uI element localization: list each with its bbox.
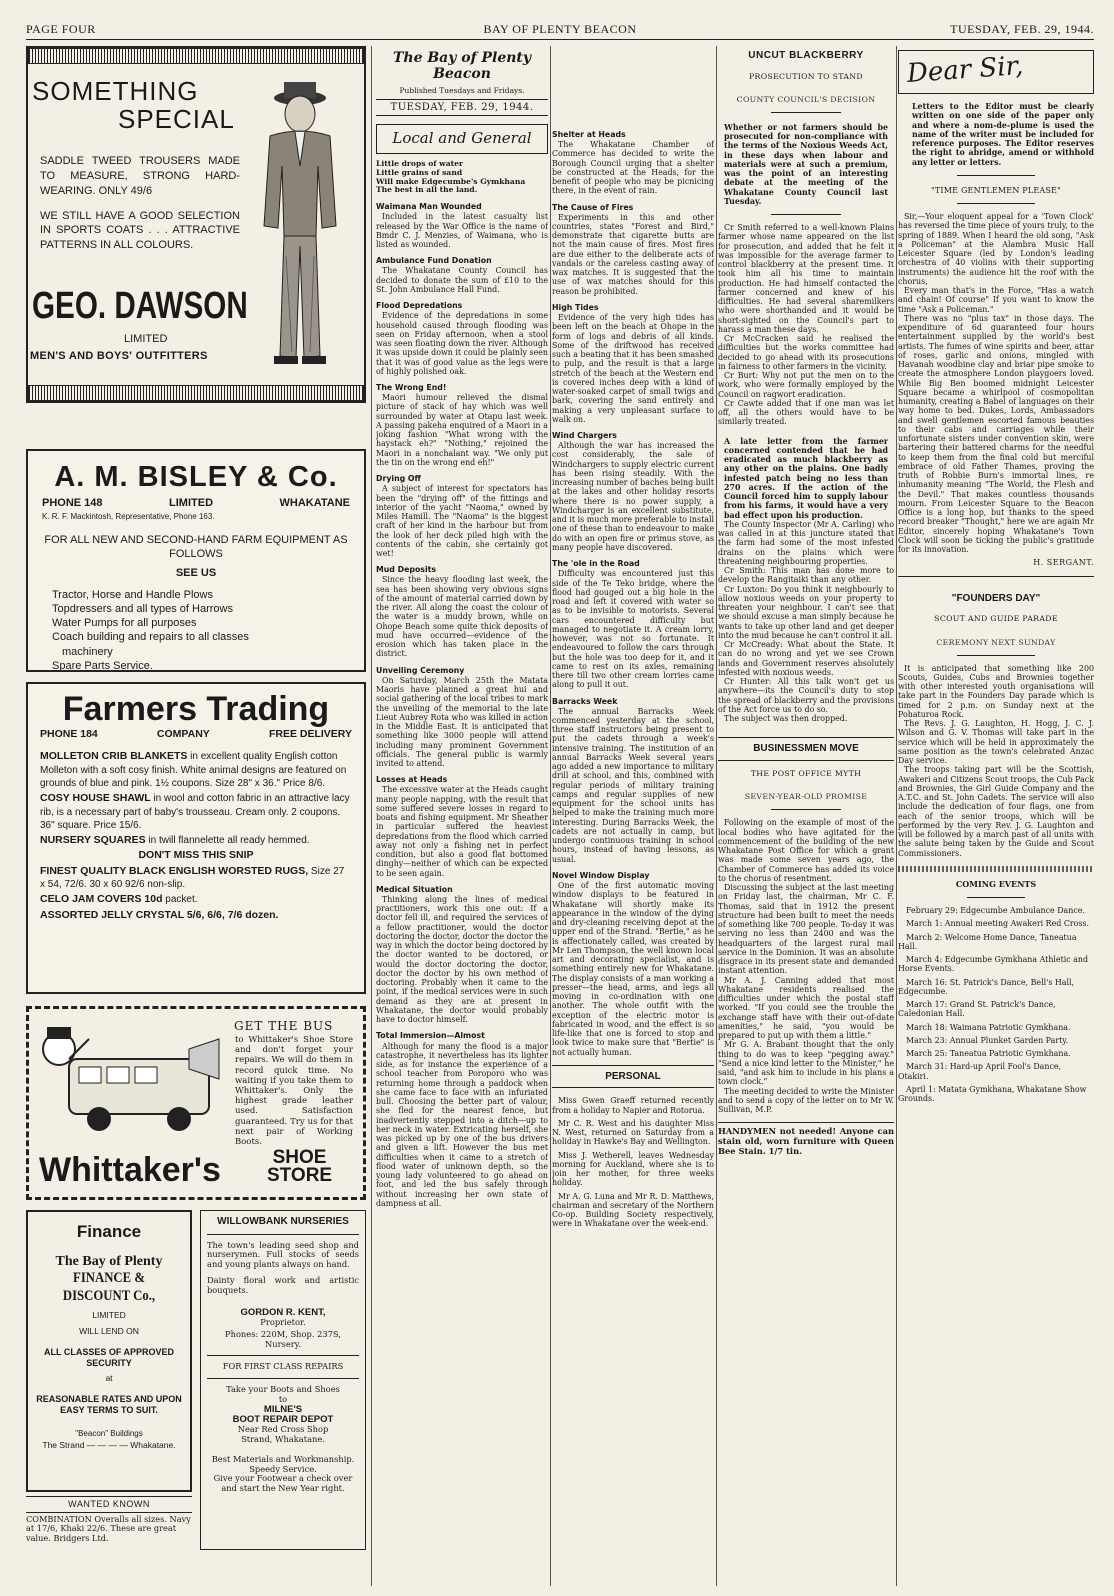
event-item: March 25: Taneatua Patriotic Gymkhana. xyxy=(906,1049,1071,1059)
divider xyxy=(957,203,1035,204)
news-headline: Shelter at Heads xyxy=(552,130,626,139)
company: COMPANY xyxy=(156,728,210,740)
news-text: The Whakatane Chamber of Commerce has decided to write the Borough Council urging that a shelter be constructed at the Heads, for the benefit of people who may be picnicing there, in the event of rain. xyxy=(552,140,714,196)
product xyxy=(40,750,352,790)
ad-body: to Whittaker's Shoe Store and don't forget your repairs. We will do them in record quick time. No waiting if you take them to Whittaker's. Only the highest grade leather used. Satisfaction guaranteed. Try us for that next pair of Working Boots. xyxy=(235,1035,353,1147)
divider xyxy=(898,576,1094,577)
list-item: Water Pumps for all purposes xyxy=(52,617,197,630)
article-subheading: COUNTY COUNCIL'S DECISION xyxy=(736,94,876,104)
ad-text: Take your Boots and Shoes xyxy=(226,1384,340,1395)
phones: Phones: 220M, Shop. 237S, Nursery. xyxy=(225,1329,341,1349)
product-name: FINEST QUALITY BLACK ENGLISH WORSTED RUGS, xyxy=(40,864,309,877)
news-item xyxy=(552,203,714,296)
product-name: CELO JAM COVERS 10d xyxy=(40,893,163,906)
store-label xyxy=(267,1149,332,1185)
news-headline: Total Immersion—Almost xyxy=(376,1031,485,1041)
proprietor-title: Proprietor. xyxy=(260,1317,306,1328)
willowbank-ad xyxy=(200,1210,366,1550)
product-desc: in twill flannelette all ready hemmed. xyxy=(145,834,310,846)
ad-paragraph: SADDLE TWEED TROUSERS MADE TO MEASURE, STRONG HARD-WEARING. ONLY 49/6 xyxy=(40,155,240,197)
list-item: Spare Parts Service. xyxy=(52,660,153,673)
news-item xyxy=(376,885,548,1025)
article-text: It is anticipated that something like 200 Scouts, Guides, Cubs and Brownies together with other interested youth organisations will take part in the Founders Day parade which is timed for 2 p.m. on Sunday next at the Pohaturoa Rock. xyxy=(898,663,1094,719)
decorative-stripe xyxy=(28,385,364,401)
equipment-list xyxy=(42,588,350,674)
issue-date: TUESDAY, FEB. 29, 1944. xyxy=(376,99,548,117)
section-heading: COMING EVENTS xyxy=(955,878,1037,889)
ad-body xyxy=(40,154,240,263)
article-text: The meeting decided to write the Minister and to send a copy of the letter on to Mr W. Sullivan, M.P. xyxy=(718,1086,894,1115)
news-item xyxy=(552,871,714,1057)
advertiser-name: BOOT REPAIR DEPOT xyxy=(232,1413,334,1425)
event-item: March 4: Edgecumbe Gymkhana Athletic and Horse Events. xyxy=(898,955,1089,974)
ad-headline: SOMETHING xyxy=(32,76,199,106)
ad-text: The town's leading seed shop and nurserymen. Full stocks of seeds and young plants always on hand. xyxy=(207,1239,359,1270)
article-headline: "FOUNDERS DAY" xyxy=(951,592,1041,604)
man-in-suit-illustration xyxy=(240,76,350,376)
product-desc: in excellent quality English cotton Molleton with a soft cosy finish. White animal designs are featured on grounds of blue and pink. 1½ coupons. Size 28" x 36." Price 8/6. xyxy=(40,751,347,789)
divider xyxy=(771,809,841,810)
ad-text: Give your Footwear a check over and start the New Year right. xyxy=(213,1473,353,1493)
news-headline: Flood Depredations xyxy=(376,301,463,311)
letters-banner-text: Dear Sir, xyxy=(906,50,1025,90)
news-headline: Losses at Heads xyxy=(376,775,448,785)
address: Near Red Cross Shop xyxy=(237,1424,329,1435)
advertiser-name: Whittaker's xyxy=(39,1151,221,1189)
divider xyxy=(957,655,1035,656)
news-headline: Novel Window Display xyxy=(552,870,650,880)
news-item xyxy=(376,301,548,376)
address: Strand, Whakatane. xyxy=(241,1434,325,1445)
news-item xyxy=(376,202,548,249)
article-bold: A late letter from the farmer concerned contended that he had eradicated as much blackberry as any other on the plains. One badly infested patch being no less than 270 acres. If the action of the Council forced him to supply labour from his farms, it would have a very bad effect upon his production. xyxy=(724,436,888,520)
letter-signature: H. SERGANT. xyxy=(1033,558,1094,568)
wanted-known-heading: WANTED KNOWN xyxy=(26,1496,192,1513)
address: The Strand — — — — Whakatane. xyxy=(42,1439,176,1450)
news-item xyxy=(376,565,548,658)
advertiser-name: FINANCE & DISCOUNT Co., xyxy=(62,1270,156,1304)
promo xyxy=(40,849,352,863)
news-headline: Waimana Man Wounded xyxy=(376,202,482,212)
news-column-4 xyxy=(718,46,894,1156)
ad-contact-row xyxy=(40,728,352,740)
bisley-ad xyxy=(26,449,366,672)
news-text: Although for many the flood is a major catastrophe, it nevertheless has its lighter side, as for instance the experience of a school teacher from Poroporo who was returning home through a paddock when she came face to face with an infuriated bull. Choosing the better part of valour, she fled for the nearest fence, but inadvertently stepped into a ditch—up to her neck in water. Extricating herself, she was picked up by one of the bus drivers and given a lift. However the bus met difficulties when it came to a stretch of flood water of unknown depth, so the young lady volunteered to go ahead on foot, and led the bus safely through without increasing her own state of dampness at all. xyxy=(376,1041,548,1208)
ad-text: Best Materials and Workmanship. Speedy Service. xyxy=(211,1453,355,1474)
divider xyxy=(207,1378,359,1379)
news-headline: Mud Deposits xyxy=(376,565,436,575)
article-headline: BUSINESSMEN MOVE xyxy=(718,737,894,761)
news-headline: The Cause of Fires xyxy=(552,202,634,212)
personal-item: Miss Gwen Graeff returned recently from a holiday to Napier and Rotorua. xyxy=(552,1096,714,1115)
personal-item: Mr A. G. Luna and Mr R. D. Matthews, chairman and secretary of the Northern Co-op. Building Society respectively, were in Whakatane over the week-end. xyxy=(552,1191,714,1229)
advertiser-name: WILLOWBANK NURSERIES xyxy=(217,1216,349,1227)
whittaker-ad xyxy=(26,1006,366,1200)
news-item xyxy=(376,383,548,467)
advertiser-name: GEO. DAWSON xyxy=(32,285,248,327)
article-text: Following on the example of most of the local bodies who have agitated for the commencement of the building of the new Whakatane Post Office for which a grant was made some seven years ago, the Chamber of Commerce has added its voice to the chorus of resentment. xyxy=(718,818,894,883)
repairs-heading: FOR FIRST CLASS REPAIRS xyxy=(222,1361,344,1372)
news-text: Evidence of the depredations in some household caused through flooding was seen on Friday afternoon, when a stool was seen floating down the river. Although it was upside down it could be plainly seen that it was of good value as the legs were of highly polished oak. xyxy=(376,311,548,376)
news-text: Maori humour relieved the dismal picture of stack of hay which was well surrounded by water at Otapu last week. A passing pakeha enquired of a Maori in a joking fashion "What wrong with the haystack eh?" "Nothing," rejoined the Maori in a nonchalant way. "We only put the tin on the wrong end eh!" xyxy=(376,393,548,467)
article-text: The troops taking part will be the Scottish, Awakeri and Citizens Scout troops, the Cub Pack and Brownies, the Girl Guide Company and the A.T.C. and St. John Cadets. The service will also include the dedication of four flags, one from each of the senior troops, which will be performed by the very Rev. J. G. Laughton and will be followed by a march past of all units with the salute being taken by the Guide and Scout Commissioners. xyxy=(898,765,1094,858)
page-number: PAGE FOUR xyxy=(26,22,96,36)
limited: LIMITED xyxy=(92,1310,126,1321)
event-item: March 16: St. Patrick's Dance, Bell's Hall, Edgecumbe. xyxy=(898,977,1075,996)
advertiser-name: MILNE'S xyxy=(263,1403,303,1415)
product-name: ASSORTED JELLY CRYSTAL 5/6, 6/6, 7/6 dozen. xyxy=(40,909,279,922)
personal-item: Miss J. Wetherell, leaves Wednesday morning for Auckland, where she is to join her mother, for three weeks holiday. xyxy=(552,1150,714,1188)
article-text: Cr Burt: Why not put the men on to the work, who were formally employed by the Council on ragwort eradication. xyxy=(718,371,894,399)
article-text: Cr Smith: This man has done more to develop the Rangitaiki than any other. xyxy=(718,566,894,585)
advertiser-name: Farmers Trading xyxy=(62,690,330,728)
paper-name: BAY OF PLENTY BEACON xyxy=(483,22,637,36)
town: WHAKATANE xyxy=(279,496,350,509)
news-item xyxy=(552,303,714,424)
product xyxy=(40,909,352,923)
news-text: The Whakatane County Council has decided to donate the sum of £10 to the St. John Ambulance Hall Fund. xyxy=(376,266,548,294)
news-item xyxy=(376,775,548,878)
promo-text: DON'T MISS THIS SNIP xyxy=(138,849,254,862)
phone: PHONE 184 xyxy=(40,728,98,740)
event-item: March 2: Welcome Home Dance, Taneatua Hall. xyxy=(898,932,1077,951)
finance-ad xyxy=(26,1210,192,1492)
ad-text: ALL CLASSES OF APPROVED SECURITY xyxy=(43,1347,175,1368)
ad-text: at xyxy=(105,1373,113,1384)
proprietor-name: GORDON R. KENT, xyxy=(240,1307,326,1319)
masthead xyxy=(26,22,1094,40)
divider xyxy=(771,112,841,113)
news-item xyxy=(552,559,714,689)
article-text: The Revs. J. G. Laughton, H. Hogg, J. C. J. Wilson and G. V. Thomas will take part in the service which will be held in approximately the same position as the town's celebrated Anzac Day service. xyxy=(898,719,1094,766)
news-headline: Drying Off xyxy=(376,474,421,484)
news-item xyxy=(552,431,714,552)
ad-contact-row xyxy=(42,497,350,510)
article-subheading: PROSECUTION TO STAND xyxy=(749,71,863,81)
product-desc: Size 27 x 54, 72/6. 30 x 60 92/6 non-slip. xyxy=(40,865,345,891)
event-item: March 18: Waimana Patriotic Gymkhana. xyxy=(906,1022,1071,1032)
article-text: Cr Hunter: All this talk won't get us anywhere—its the Council's duty to stop the spread of blackberry and the provisions of the Act force us to do so. xyxy=(718,677,894,714)
representative: K. R. F. Mackintosh, Representative, Phone 163. xyxy=(42,511,215,521)
list-item: machinery xyxy=(62,645,113,658)
event-item: March 31: Hard-up April Fool's Dance, Otakiri. xyxy=(898,1062,1062,1081)
news-text: Thinking along the lines of medical practitioners, work this one out: If a doctor fell ill, and required the services of a fellow practitioner, would the doctor doctoring the doctor, doctor the doctor the way in which the doctor being doctored by the doctor wanted to be doctored, or would the doctor doctoring the doctor, doctor the doctor by his own method of doctoring. Probably when it came to the point, if the medical services were in such demand as they are at present in Whakatane, the doctor would probably have to doctor himself. xyxy=(376,894,548,1025)
article-subheading: SEVEN-YEAR-OLD PROMISE xyxy=(744,792,868,802)
divider xyxy=(957,175,1035,176)
column-rule xyxy=(371,46,372,1586)
phone: PHONE 148 xyxy=(42,496,103,509)
event-item: April 1: Matata Gymkhana, Whakatane Show Grounds. xyxy=(898,1084,1087,1104)
letters-column xyxy=(898,46,1094,1103)
product-name: NURSERY SQUARES xyxy=(40,833,146,846)
list-item: Topdressers and all types of Harrows xyxy=(52,602,233,615)
event-item: March 1: Annual meeting Awakeri Red Cross. xyxy=(906,919,1089,929)
event-item: March 23: Annual Plunket Garden Party. xyxy=(906,1035,1069,1045)
news-headline: Medical Situation xyxy=(376,884,453,894)
local-general-column xyxy=(376,46,548,1208)
news-item xyxy=(376,1031,548,1208)
bottom-ads-row xyxy=(26,1210,366,1550)
ad-text: to xyxy=(278,1393,288,1404)
decorative-stripe xyxy=(28,48,364,64)
divider xyxy=(207,1355,359,1356)
dawson-ad xyxy=(26,46,366,403)
article-text: The County Inspector (Mr A. Carling) who was called in at this juncture stated that the farm had some of the most infested drains on the plains which were threatening neighbouring properties. xyxy=(718,519,894,566)
product-desc: packet. xyxy=(162,894,198,906)
article-text: Mr G. A. Brabant thought that the only thing to do was to keep "pegging away." "Send a nice kind letter to the Minister," he said, "and ask him to include in his plans a town clock." xyxy=(718,1040,894,1087)
news-items xyxy=(376,202,548,1208)
handymen-notice: HANDYMEN not needed! Anyone can stain old, worn furniture with Queen Bee Stain. 1/7 tin. xyxy=(718,1122,894,1156)
ad-call-to-action: SEE US xyxy=(175,566,217,579)
news-text: Difficulty was encountered just this side of the Te Teko bridge, where the flood had gouged out a big hole in the road and left it covered with water so as to be invisible to motorists. Several cars encountered difficulty but managed to negotiate it. A cream lorry, however, was not so fortunate. It endeavoured to follow the cars through but the hole was too deep for it, and it came to rest on its axles, remaining there till two other cream lorries came along to pull it out. xyxy=(552,569,714,690)
article-text: Discussing the subject at the last meeting on Friday last, the chairman, Mr C. F. Thomas, said that in 1912 the present structure had been built to meet the needs of something like 700 people. To-day it was serving no less than 2400 and was the headquarters of the largest rural mail service in the Dominion. It was an absolute disgrace in its present state and demanded instant attention. xyxy=(718,883,894,976)
news-item xyxy=(552,697,714,864)
farmers-trading-ad xyxy=(26,682,366,994)
list-item: Tractor, Horse and Handle Plows xyxy=(52,588,213,601)
advertiser-name: The Bay of Plenty xyxy=(55,1253,163,1269)
issue-date: TUESDAY, FEB. 29, 1944. xyxy=(950,22,1094,36)
event-item: March 17: Grand St. Patrick's Dance, Caledonian Hall. xyxy=(898,1000,1056,1019)
delivery: FREE DELIVERY xyxy=(268,728,352,740)
letter-text: Every man that's in the Force, "Has a watch and chain! Of course" If you want to know the time "Ask a Policeman." xyxy=(898,286,1094,314)
personal-item: Mr C. R. West and his daughter Miss N. West, returned on Saturday from a holiday in Hawke's Bay and Wellington. xyxy=(552,1118,714,1147)
news-text: A subject of interest for spectators has been the "drying off" of the fittings and interior of the yacht "Naoma," owned by Miles Hamill. The "Naoma" is the biggest craft of her kind in the harbour but from the look of her deck piled high with the contents of the cabin, she certainly got wet! xyxy=(376,484,548,559)
advertiser-limited: LIMITED xyxy=(124,333,168,345)
news-headline: Ambulance Fund Donation xyxy=(376,256,492,266)
news-text: The annual Barracks Week commenced yesterday at the school, three staff instructors being present to put the cadets through a week's intensive training. The institution of an annual Barracks Week several years ago added a new importance to military drill at school, and this, combined with regular periods of military training camps and regular supplies of new equipment for the school units has helped to make the training much more interesting. During Barracks Week, the cadets are not actually in camp, but undergo continuous training in school hours, instead of having lessons, as usual. xyxy=(552,706,714,864)
divider xyxy=(207,1234,359,1235)
decorative-rule xyxy=(898,866,1094,872)
article-text: Cr Luxton: Do you think it neighbourly to allow noxious weeds on your property to threaten your neighbour. I can't see that we should excuse a man simply because he wants to take up other land and get deeper into the mud because he can't control it all. xyxy=(718,584,894,640)
news-headline: High Tides xyxy=(552,302,599,312)
editor-note: Letters to the Editor must be clearly written on one side of the paper only and where a nom-de-plume is used the name of the writer must be included for reference purposes. The Editor reserves the right to abridge, amend or withhold any letter or letters. xyxy=(912,102,1094,167)
news-headline: The Wrong End! xyxy=(376,383,447,393)
ads-column xyxy=(26,46,366,1550)
column-rule xyxy=(550,46,551,1586)
product xyxy=(40,865,352,892)
article-headline: UNCUT BLACKBERRY xyxy=(748,50,864,61)
list-item: Coach building and repairs to all classes xyxy=(52,631,249,644)
store-label-line: STORE xyxy=(267,1165,333,1187)
news-text: Experiments in this and other countries, states "Forest and Bird," demonstrate that cigarette butts are not the main cause of fires. Most fires are due either to the deliberate acts of vandals or the careless casting away of wax matches. It is suggested that the use of wax matches should for this reason be prohibited. xyxy=(552,212,714,296)
article-subheading: CEREMONY NEXT SUNDAY xyxy=(936,637,1056,647)
ad-text: Dainty floral work and artistic bouquets. xyxy=(207,1274,359,1295)
address: "Beacon" Buildings xyxy=(75,1429,143,1439)
letters-banner xyxy=(898,50,1094,94)
news-text: Evidence of the very high tides has been left on the beach at Ohope in the form of logs and debris of all kinds. Some of the driftwood has received such a beating that it has been smashed to pulp, and the result is that a large stretch of the beach at the Western end is covered inches deep with a kind of water-soaked carpet of small twigs and bark, covering the sand entirely and making a very unpleasant surface to walk on. xyxy=(552,313,714,424)
ad-paragraph: WE STILL HAVE A GOOD SELECTION IN SPORTS COATS . . . ATTRACTIVE PATTERNS IN ALL COLOURS. xyxy=(40,209,240,252)
wanted-known-text: COMBINATION Overalls all sizes. Navy at 17/6, Khaki 22/6. These are great value. Bridgers Ltd. xyxy=(26,1513,191,1543)
limited: LIMITED xyxy=(169,496,214,509)
ad-text: REASONABLE RATES AND UPON EASY TERMS TO SUIT. xyxy=(36,1394,182,1415)
advertiser-tagline: MEN'S AND BOYS' OUTFITTERS xyxy=(30,350,208,362)
section-heading: PERSONAL xyxy=(552,1065,714,1089)
news-headline: Wind Chargers xyxy=(552,431,617,441)
ad-headline: Finance xyxy=(76,1222,142,1241)
ad-offer: FOR ALL NEW AND SECOND-HAND FARM EQUIPMENT AS FOLLOWS xyxy=(44,534,348,561)
column-rule xyxy=(716,46,717,1586)
finance-wrapper xyxy=(26,1210,192,1550)
news-text: Although the war has increased the cost considerably, the sale of Windchargers to supply electric current has been rising steadily. With the increasing number of baches being built at the lakes and other holiday resorts where there is no power supply, a Windcharger is an excellent substitute, and it is much more preferable to install one of these than to endeavour to make do with an open fire or primus stove, as many people have discovered. xyxy=(552,441,714,552)
article-text: The subject was then dropped. xyxy=(724,714,848,724)
news-text: Since the heavy flooding last week, the sea has been showing very obvious signs of the amount of material carried down by the river. All along the coast the colour of the water is a muddy brown, while on Ohope Beach some quite thick deposits of mud have occurred—evidence of the erosion which has taken place in the district. xyxy=(376,575,548,659)
news-item xyxy=(376,256,548,294)
advertiser-name: A. M. BISLEY & Co. xyxy=(54,461,338,493)
news-text: On Saturday, March 25th the Matata Maoris have planned a great hui and social gathering of the local tribes to mark the unveiling of the memorial to the late Lieut Aubrey Rota who was killed in action in the Middle East. It is anticipated that something like 3000 people will attend including many prominent Government officials. The general public is warmly invited to attend. xyxy=(376,675,548,769)
article-intro: Whether or not farmers should be prosecuted for non-compliance with the terms of the Noxious Weeds Act, in these days when labour and materials were at such a premium, was the point of an interesting debate at the meeting of the Whakatane County Council last Tuesday. xyxy=(724,122,888,206)
newspaper-title: The Bay of Plenty Beacon xyxy=(392,50,532,83)
product-name: MOLLETON CRIB BLANKETS xyxy=(40,750,188,763)
divider xyxy=(967,897,1026,898)
divider xyxy=(771,214,841,215)
product-desc: in wool and cotton fabric in an attractive lacy rib, is a necessary part of baby's trousseau. Cream only. 2 coupons. 36" square. Price 15/6. xyxy=(40,792,350,831)
publication-schedule: Published Tuesdays and Fridays. xyxy=(399,85,525,95)
ad-headline: GET THE BUS xyxy=(234,1019,334,1033)
letter-text: There was no "plus tax" in those days. The expenditure of 6d guaranteed four hours entertainment supplied by the world's best artists. The fumes of wine spirits and beer, attar of roses, garlic and onions, mingled with Havanah woodbine clay and briar pipe smoke to create the atmosphere London playgoers loved. While Big Ben boomed midnight Leicester Square became a whirlpool of cosmopolitan humanity, creating a Babel of languages on their way home to bed. Dukes, Lords, Ambassadors and swell gentlemen escorted famous beauties to their cabs and carriages while their unfortunate sisters under convention skin, were bartering their battered charms for the needful to keep them from the final cold but merciful embrace of old Father Thames, proving the truth of Robbie Burn's immortal lines, re inhumanity meaning "The World, the Flesh and the Devil." That makes countless thousands mourn. From Leicester Square to the Beacon Office is a long hop, but thanks to the speed record breaker "Thought," here we are again Mr Editor, sincerely hoping Whakatane's Town Clock will soon be ticking the public's gratitude for its innovation. xyxy=(898,313,1094,555)
product-name: COSY HOUSE SHAWL xyxy=(40,791,151,804)
event-item: February 29: Edgecumbe Ambulance Dance. xyxy=(906,906,1085,916)
section-heading: Local and General xyxy=(376,124,548,154)
news-text: Included in the latest casualty list released by the War Office is the name of Bmdr C. J. Menzies, of Waimana, who is listed as wounded. xyxy=(376,212,548,250)
article-text: Cr Smith referred to a well-known Plains farmer whose name appeared on the list for prosecution, and added that he felt it was impossible for the average farmer to control blackberry at the present time. It took him all his time to maintain production. He had himself contacted the farmer concerned and knew of his difficulties. He had several sharemilkers who were shorthanded and it would be short-sighted on the Council's part to harass a man these days. xyxy=(718,223,894,334)
news-headline: Unveiling Ceremony xyxy=(376,665,465,675)
letter-text: Sir,—Your eloquent appeal for a 'Town Clock' has reversed the time piece of yours truly, to the spring of 1889. When I heard the old song, "Ask a Policeman" at the Alambra Music Hall Leicester Square (led by London's leading orchestra of 40 violins with their supporting instruments) the audience hit the roof with the chorus, xyxy=(898,212,1094,286)
article-text: Cr McCready: What about the State. It can do no wrong and yet we see Crown lands and Government reserves absolutely infested with noxious weeds. xyxy=(718,640,894,677)
article-text: Mr A. J. Canning added that most Whakatane residents realised the difficulties under which the postal staff worked. "If you could see the trouble the exchange staff have with their out-of-date amenities," he said, "you would be prepared to put up with them a little." xyxy=(718,975,894,1041)
article-text: Cr Cawte added that if one man was let off, all the others would have to be similarly treated. xyxy=(718,398,894,427)
news-text: One of the first automatic moving window displays to be featured in Whakatane will shortly make its appearance in the window of the dying and dry-cleaning receiving depot at the upper end of the Strand. "Bertie," as he is affectionately called, was created by Mr Len Thompson, the well known local art and decorating specialist, and is something entirely new for Whakatane. The display consists of a man working a presser—the head, arms, and legs all moving in co-ordination with one another. The whole outfit with the exception of the electric motor is fabricated in wood, and the effect is so life-like that one is forced to stop and look twice to make sure that "Bertie" is not actually human. xyxy=(552,881,714,1057)
store-label-line: SHOE xyxy=(272,1147,327,1168)
news-item xyxy=(376,474,548,558)
news-headline: Barracks Week xyxy=(552,696,618,706)
article-subheading: SCOUT AND GUIDE PARADE xyxy=(934,614,1058,624)
column-rule xyxy=(896,46,897,1586)
bus-cartoon-illustration xyxy=(39,1019,224,1139)
news-headline: The 'ole in the Road xyxy=(552,559,640,569)
article-subheading: THE POST OFFICE MYTH xyxy=(750,769,862,779)
news-item xyxy=(376,666,548,769)
ad-headline: SPECIAL xyxy=(118,104,235,134)
ad-text: WILL LEND ON xyxy=(79,1326,139,1337)
news-column-3 xyxy=(552,130,714,1229)
news-item xyxy=(552,130,714,196)
events-list xyxy=(898,906,1094,1103)
product xyxy=(40,834,352,848)
article-text: Cr McCracken said he realised the difficulties but the works committee had decided to go ahead with its prosecutions in fairness to other farmers in the vicinity. xyxy=(718,334,894,371)
letter-title: "TIME GENTLEMEN PLEASE" xyxy=(931,185,1061,195)
product xyxy=(40,893,352,907)
news-text: The excessive water at the Heads caught many people napping, with the result that some suffered severe losses in regard to boats and fishing equipment. Mr Sheather in particular suffered the heaviest depredations from the flood which carried away not only a fishing net in perfect condition, but also a good flat bottomed dinghy—neither of which can be expected to be seen again. xyxy=(376,785,548,878)
poem: Little drops of water Little grains of sand Will make Edgecumbe's Gymkhana The best in all the land. xyxy=(376,158,526,195)
product xyxy=(40,792,352,832)
ad-body xyxy=(40,750,352,922)
